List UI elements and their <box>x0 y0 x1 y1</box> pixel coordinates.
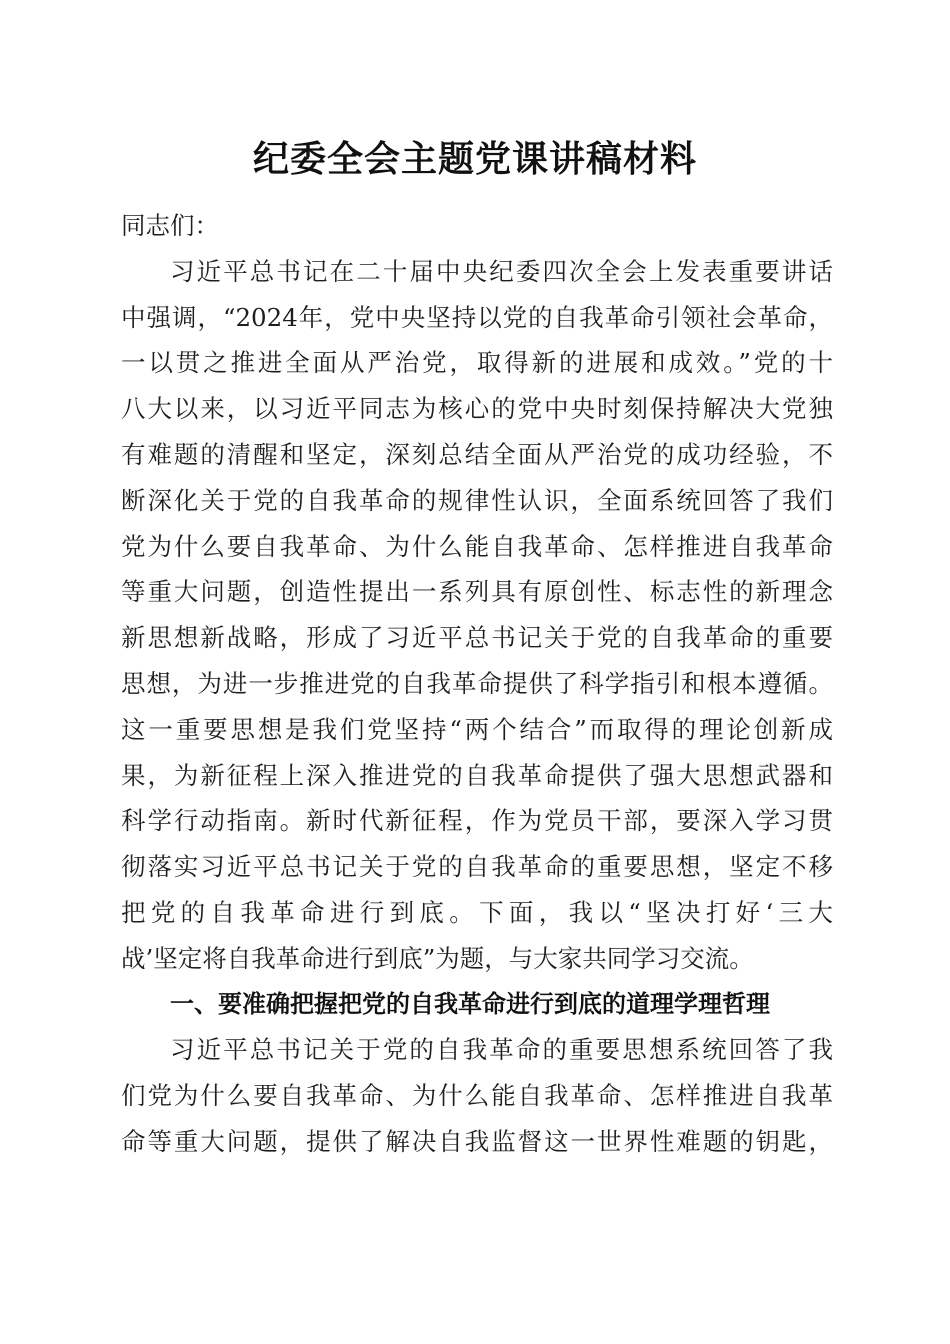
section-heading: 一、要准确把握把党的自我革命进行到底的道理学理哲理 <box>170 989 770 1018</box>
paragraph-line: 八大以来，以习近平同志为核心的党中央时刻保持解决大党独 <box>121 394 833 424</box>
paragraph-line: 习近平总书记关于党的自我革命的重要思想系统回答了我 <box>170 1035 833 1065</box>
paragraph-line: 中强调，“2024年，党中央坚持以党的自我革命引领社会革命， <box>121 302 833 332</box>
paragraph-line: 战’坚定将自我革命进行到底”为题，与大家共同学习交流。 <box>121 943 754 973</box>
document-title: 纪委全会主题党课讲稿材料 <box>252 138 697 180</box>
paragraph-line: 一以贯之推进全面从严治党，取得新的进展和成效。”党的十 <box>121 348 833 378</box>
paragraph-line: 新思想新战略，形成了习近平总书记关于党的自我革命的重要 <box>121 623 833 653</box>
paragraph-line: 科学行动指南。新时代新征程，作为党员干部，要深入学习贯 <box>121 806 833 836</box>
paragraph-line: 党为什么要自我革命、为什么能自我革命、怎样推进自我革命 <box>121 531 833 561</box>
paragraph-line: 把党的自我革命进行到底。下面，我以“坚决打好‘三大 <box>121 897 833 927</box>
document-body <box>121 203 833 1165</box>
paragraph-line: 思想，为进一步推进党的自我革命提供了科学指引和根本遵循。 <box>121 668 833 698</box>
paragraph-line: 命等重大问题，提供了解决自我监督这一世界性难题的钥匙， <box>121 1126 833 1156</box>
paragraph-line: 这一重要思想是我们党坚持“两个结合”而取得的理论创新成 <box>121 714 833 744</box>
paragraph-line: 习近平总书记在二十届中央纪委四次全会上发表重要讲话 <box>170 256 833 286</box>
paragraph-line: 有难题的清醒和坚定，深刻总结全面从严治党的成功经验，不 <box>121 439 833 469</box>
paragraph-line: 果，为新征程上深入推进党的自我革命提供了强大思想武器和 <box>121 760 833 790</box>
paragraph-line: 们党为什么要自我革命、为什么能自我革命、怎样推进自我革 <box>121 1081 833 1111</box>
paragraph-line: 断深化关于党的自我革命的规律性认识，全面系统回答了我们 <box>121 485 833 515</box>
salutation: 同志们： <box>121 211 219 240</box>
paragraph-line: 等重大问题，创造性提出一系列具有原创性、标志性的新理念 <box>121 577 833 607</box>
paragraph-line: 彻落实习近平总书记关于党的自我革命的重要思想，坚定不移 <box>121 852 833 882</box>
